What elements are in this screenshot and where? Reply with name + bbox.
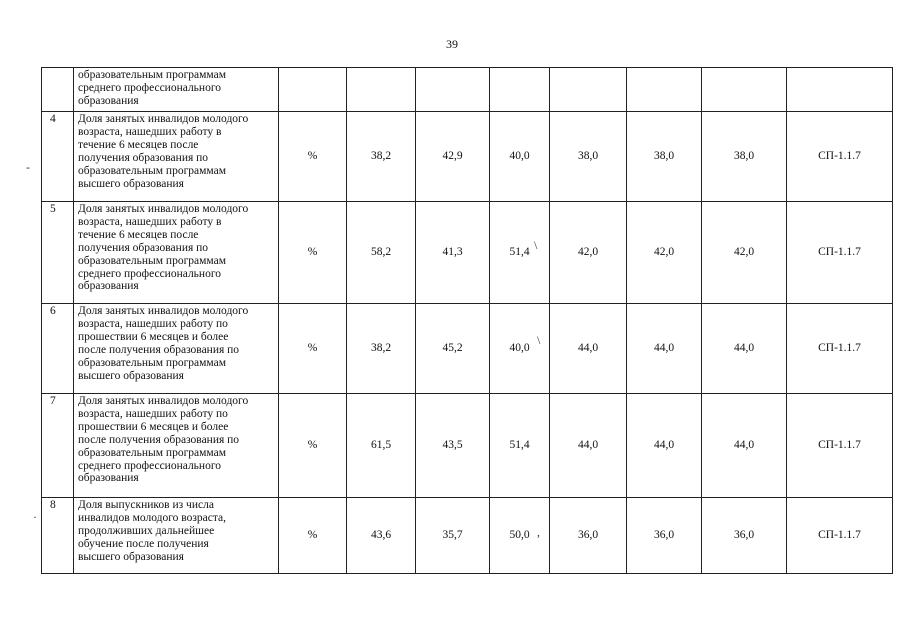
code-cell: СП-1.1.7 [787, 202, 893, 304]
value-cell: 41,3 [416, 202, 490, 304]
value-cell: 44,0 [550, 394, 627, 498]
table-row [42, 498, 893, 574]
value-cell: 35,7 [416, 498, 490, 574]
value-cell: 36,0 [702, 498, 787, 574]
description-line: возраста, нашедших работу в [78, 125, 222, 138]
value-cell: 42,0 [550, 202, 627, 304]
value-cell: 38,0 [627, 112, 702, 202]
description-line: среднего профессионального [78, 81, 222, 94]
description-line: образования [78, 472, 139, 485]
description-line: Доля занятых инвалидов молодого [78, 305, 249, 317]
description-line: Доля выпускников из числа [78, 499, 214, 511]
value-cell [347, 68, 416, 112]
value-cell: 42,9 [416, 112, 490, 202]
row-number-cell: 5 [42, 202, 74, 304]
value-cell: 36,0 [627, 498, 702, 574]
table-row [42, 202, 893, 304]
value-cell: 40,0 [490, 304, 550, 394]
description-line: прошествии 6 месяцев и более [78, 420, 229, 433]
value-cell: 51,4 [490, 394, 550, 498]
description-line: Доля занятых инвалидов молодого [78, 395, 249, 407]
value-cell [416, 68, 490, 112]
row-number-cell: 4 [42, 112, 74, 202]
page-number: 39 [446, 37, 458, 51]
description-line: высшего образования [78, 550, 184, 563]
unit-cell: % [279, 112, 347, 202]
description-line: среднего профессионального [78, 459, 222, 472]
scan-mark: \ [537, 333, 541, 347]
description-cell [74, 112, 279, 202]
table-row [42, 394, 893, 498]
scan-mark: \ [534, 238, 538, 252]
value-cell: 44,0 [627, 304, 702, 394]
description-line: инвалидов молодого возраста, [78, 511, 227, 524]
description-line: среднего профессионального [78, 267, 222, 280]
description-cell [74, 304, 279, 394]
table-body [42, 68, 893, 574]
value-cell: 38,2 [347, 304, 416, 394]
code-cell: СП-1.1.7 [787, 112, 893, 202]
code-cell: СП-1.1.7 [787, 304, 893, 394]
description-line: течение 6 месяцев после [78, 138, 199, 151]
value-cell: 44,0 [550, 304, 627, 394]
indicators-table [41, 67, 893, 574]
description-line: после получения образования по [78, 433, 240, 446]
description-line: возраста, нашедших работу в [78, 215, 222, 228]
description-line: образовательным программам [78, 254, 226, 267]
description-line: Доля занятых инвалидов молодого [78, 203, 249, 215]
description-line: возраста, нашедших работу по [78, 317, 228, 330]
value-cell: 44,0 [627, 394, 702, 498]
description-cell [74, 68, 279, 112]
value-cell: 58,2 [347, 202, 416, 304]
value-cell: 61,5 [347, 394, 416, 498]
scan-mark: · [33, 510, 37, 524]
unit-cell: % [279, 498, 347, 574]
value-cell: 45,2 [416, 304, 490, 394]
description-line: образовательным программам [78, 446, 226, 459]
description-cell [74, 202, 279, 304]
unit-cell: % [279, 304, 347, 394]
value-cell [702, 68, 787, 112]
value-cell [627, 68, 702, 112]
description-line: течение 6 месяцев после [78, 228, 199, 241]
row-number-cell [42, 68, 74, 112]
unit-cell [279, 68, 347, 112]
table-row [42, 304, 893, 394]
value-cell: 38,2 [347, 112, 416, 202]
description-cell [74, 498, 279, 574]
code-cell [787, 68, 893, 112]
code-cell: СП-1.1.7 [787, 394, 893, 498]
description-line: образовательным программам [78, 356, 226, 369]
description-line: продолживших дальнейшее [78, 524, 215, 537]
description-line: высшего образования [78, 369, 184, 382]
value-cell: 44,0 [702, 394, 787, 498]
description-line: получения образования по [78, 151, 209, 164]
scan-mark: , [537, 525, 540, 539]
unit-cell: % [279, 202, 347, 304]
description-line: образования [78, 94, 139, 107]
scan-mark: - [26, 160, 30, 174]
code-cell: СП-1.1.7 [787, 498, 893, 574]
description-cell [74, 394, 279, 498]
table-row [42, 112, 893, 202]
value-cell: 38,0 [550, 112, 627, 202]
value-cell: 50,0 [490, 498, 550, 574]
description-line: Доля занятых инвалидов молодого [78, 113, 249, 125]
description-line: возраста, нашедших работу по [78, 407, 228, 420]
value-cell: 42,0 [702, 202, 787, 304]
table-row [42, 68, 893, 112]
value-cell: 43,6 [347, 498, 416, 574]
row-number-cell: 6 [42, 304, 74, 394]
description-line: обучение после получения [78, 537, 209, 550]
value-cell: 42,0 [627, 202, 702, 304]
description-line: прошествии 6 месяцев и более [78, 330, 229, 343]
value-cell: 38,0 [702, 112, 787, 202]
value-cell: 36,0 [550, 498, 627, 574]
value-cell [550, 68, 627, 112]
description-line: получения образования по [78, 241, 209, 254]
description-line: образования [78, 280, 139, 293]
value-cell: 44,0 [702, 304, 787, 394]
row-number-cell: 8 [42, 498, 74, 574]
value-cell [490, 68, 550, 112]
value-cell: 43,5 [416, 394, 490, 498]
description-line: высшего образования [78, 177, 184, 190]
description-line: образовательным программам [78, 69, 226, 81]
unit-cell: % [279, 394, 347, 498]
value-cell: 40,0 [490, 112, 550, 202]
value-cell: 51,4 [490, 202, 550, 304]
row-number-cell: 7 [42, 394, 74, 498]
description-line: после получения образования по [78, 343, 240, 356]
description-line: образовательным программам [78, 164, 226, 177]
